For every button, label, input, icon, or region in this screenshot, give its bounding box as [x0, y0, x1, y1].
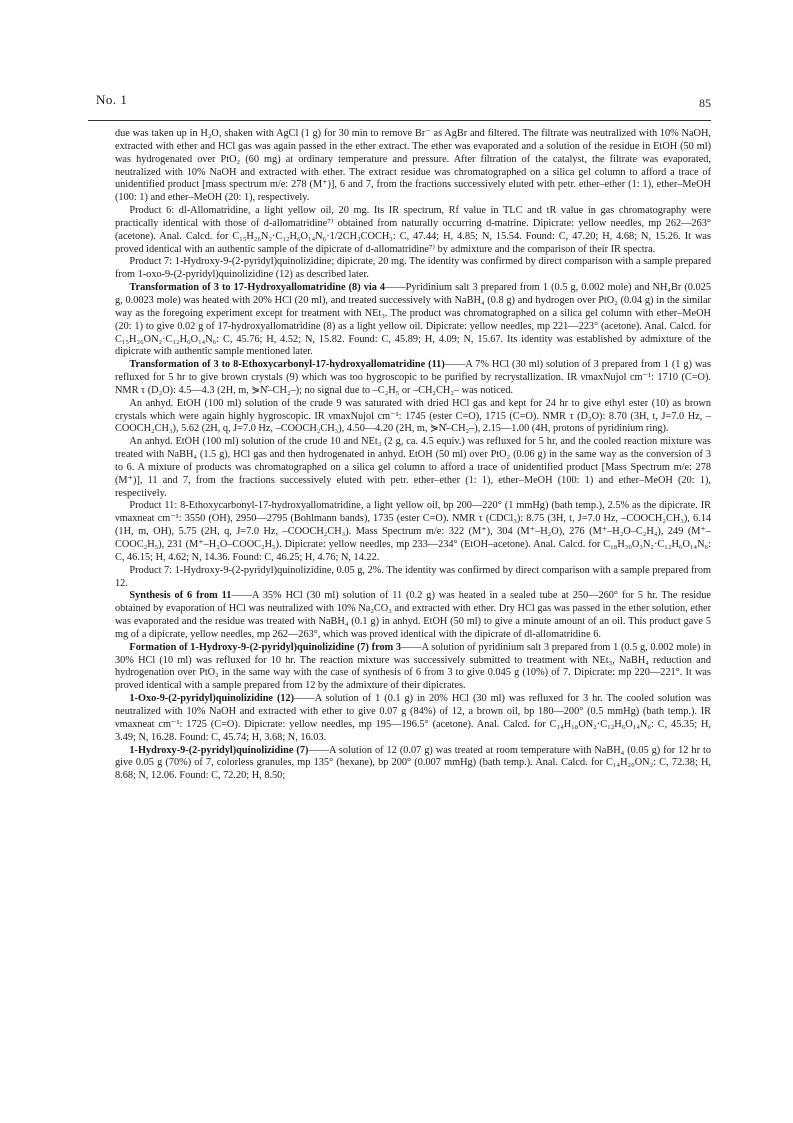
paragraph-text: ——A 35% HCl (30 ml) solution of 11 (0.2 g) was heated in a sealed tube at 250—260° for 5 hr. The residue obtained by evaporation of HCl was neutralized with 10% Na₂CO₃ and extracted with ether. Dry HCl gas was passed in the ether solution, ether was evaporated and the residue was treated with NaBH₄ (0.1 g) in anhyd. EtOH (50 ml) to give a minute amount of an oil. This product gave 5 mg of a dipicrate, yellow needles, mp 262—263°, which was proved identical with the dipicrate of dl-allomatridine 6.: [115, 590, 711, 640]
paragraph-text: Product 7: 1-Hydroxy-9-(2-pyridyl)quinolizidine, 0.05 g, 2%. The identity was confirmed by direct comparison with a sample prepared from 12.: [115, 564, 711, 589]
body-text: [115, 128, 711, 783]
page-number: 85: [699, 96, 711, 110]
paragraph-p03: [115, 256, 711, 282]
header-rule: [88, 120, 711, 121]
paragraph-text: An anhyd. EtOH (100 ml) solution of the crude 10 and NEt₃ (2 g, ca. 4.5 equiv.) was refluxed for 5 hr, and the cooled reaction mixture was treated with NaBH₄ (1.5 g), HCl gas and then hydrogenated in anhyd. EtOH (50 ml) over PtO₂ (0.06 g) in the same way as the conversion of 3 to 6. A mixture of products was chromatographed on a silica gel column to afford a trace of unidentified product [Mass Spectrum m/e: 278 (M⁺)], 11 and 7, from the fractions successively eluted with petr. ether–ether (1: 1), ether–MeOH (100: 1) and ether–MeOH (20: 1), respectively.: [115, 436, 711, 499]
section-heading: 1-Hydroxy-9-(2-pyridyl)quinolizidine (7): [129, 744, 309, 756]
paragraph-p10: [115, 590, 711, 641]
paragraph-text: ——A solution of 12 (0.07 g) was treated at room temperature with NaBH₄ (0.05 g) for 12 hr to give 0.05 g (70%) of 7, colorless granules, mp 135° (hexane), bp 200° (0.007 mmHg) (bath temp.). Anal. Calcd. for C₁₄H₂₀ON₂: C, 72.38; H, 8.68; N, 12.06. Found: C, 72.20; H, 8.50;: [115, 744, 711, 782]
paragraph-p08: [115, 500, 711, 564]
paragraph-text: ——Pyridinium salt 3 prepared from 1 (0.5 g, 0.002 mole) and NH₄Br (0.025 g, 0.0023 mole) was heated with 20% HCl (20 ml), and treated successively with NaBH₄ (0.8 g) and hydrogen over PtO₂ (0.04 g) in the similar way as the foregoing experiment except for treatment with NEt₃. The product was chromatographed on a silica gel column with ether–MeOH (20: 1) to give 0.02 g of 17-hydroxyallomatridine (8) as a light yellow oil. Dipicrate: yellow needles, mp 221—223° (acetone). Anal. Calcd. for C₁₅H₂₆ON₂·C₁₂H₆O₁₄N₆: C, 45.76; H, 4.52; N, 15.82. Found: C, 45.89; H, 4.09; N, 15.67. Its identity was established by admixture of the dipicrate with authentic sample mentioned later.: [115, 282, 711, 358]
paragraph-text: An anhyd. EtOH (100 ml) solution of the crude 9 was saturated with dried HCl gas and kept for 24 hr to give ethyl ester (10) as brown crystals which were again highly hygroscopic. IR νmaxNujol cm⁻¹: 1745 (ester C=O), 1715 (C=O). NMR τ (D₂O): 8.70 (3H, t, J=7.0 Hz, –COOCH₂CH₃), 5.62 (2H, q, J=7.0 Hz, –COOCH₂CH₃), 4.50—4.20 (2H, m, ⋟N̊–CH₂–), 2.15—1.00 (4H, protons of pyridinium ring).: [115, 397, 711, 435]
section-heading: 1-Oxo-9-(2-pyridyl)quinolizidine (12): [129, 693, 295, 705]
paragraph-p07: [115, 436, 711, 500]
paragraph-p06: [115, 398, 711, 437]
paragraph-p02: [115, 205, 711, 256]
section-heading: Transformation of 3 to 17-Hydroxyallomatridine (8) via 4: [129, 282, 386, 294]
issue-number: No. 1: [96, 92, 128, 107]
section-heading: Formation of 1-Hydroxy-9-(2-pyridyl)quinolizidine (7) from 3: [129, 641, 402, 653]
paragraph-p12: [115, 693, 711, 744]
paragraph-text: due was taken up in H₂O, shaken with AgCl (1 g) for 30 min to remove Br⁻ as AgBr and filtered. The filtrate was neutralized with 10% NaOH, extracted with ether and HCl gas was again passed in the ether extract. The ether was evaporated and a solution of the residue in EtOH (50 ml) was hydrogenated over PtO₂ (60 mg) at ordinary temperature and pressure. After filtration of the catalyst, the filtrate was evaporated, neutralized with 10% NaOH and extracted with ether. The extract residue was chromatographed on a silica gel column to afford a trace of unidentified product [mass spectrum m/e: 278 (M⁺)], 6 and 7, from the fractions successively eluted with petr. ether–ether (1: 1), ether–MeOH (100: 1) and ether–MeOH (20: 1), respectively.: [115, 128, 711, 204]
paragraph-text: Product 7: 1-Hydroxy-9-(2-pyridyl)quinolizidine; dipicrate, 20 mg. The identity was confirmed by direct comparison with a sample prepared from 1-oxo-9-(2-pyridyl)quinolizidine (12) as described later.: [115, 256, 711, 281]
paragraph-p01: [115, 128, 711, 205]
running-header: [96, 92, 711, 112]
section-heading: Synthesis of 6 from 11: [129, 590, 232, 602]
section-heading: Transformation of 3 to 8-Ethoxycarbonyl-17-hydroxyallomatridine (11): [129, 359, 445, 371]
paragraph-text: ——A 7% HCl (30 ml) solution of 3 prepared from 1 (1 g) was refluxed for 5 hr to give brown crystals (9) which was too hygroscopic to be purified by recrystallization. IR νmaxNujol cm⁻¹: 1710 (C=O). NMR τ (D₂O): 4.5—4.3 (2H, m, ⋟N̊–CH₂–); no signal due to –C₂H₅ or –CH₂CH₂– was noticed.: [115, 359, 711, 396]
paragraph-p13: [115, 745, 711, 784]
paragraph-text: ——A solution of 1 (0.1 g) in 20% HCl (30 ml) was refluxed for 3 hr. The cooled solution was neutralized with 10% NaOH and extracted with ether to give 0.07 g (84%) of 12, a brown oil, bp 180—200° (0.5 mmHg) (bath temp.). IR νmaxneat cm⁻¹: 1725 (C=O). Dipicrate: yellow needles, mp 195—196.5° (acetone). Anal. Calcd. for C₁₄H₁₈ON₂·C₁₂H₆O₁₄N₆: C, 45.35; H, 3.49; N, 16.28. Found: C, 45.74; H, 3.68; N, 16.03.: [115, 693, 711, 743]
paragraph-p11: [115, 642, 711, 693]
paragraph-p05: [115, 359, 711, 398]
paragraph-text: Product 6: dl-Allomatridine, a light yellow oil, 20 mg. Its IR spectrum, Rf value in TLC and tR value in gas chromatography were practically identical with those of d-allomatridine⁷⁾ obtained from naturally occurring d-matrine. Dipicrate: yellow needles, mp 262—263° (acetone). Anal. Calcd. for C₁₅H₂₆N₂·C₁₂H₆O₁₄N₆·1/2CH₃COCH₃: C, 47.44; H, 4.85; N, 15.54. Found: C, 47.20; H, 4.68; N, 15.26. It was proved identical with an authentic sample of the dipicrate of d-allomatridine⁷⁾ by admixture and the comparison of their IR spectra.: [115, 205, 711, 255]
paragraph-p09: [115, 565, 711, 591]
paragraph-p04: [115, 282, 711, 359]
paragraph-text: ——A solution of pyridinium salt 3 prepared from 1 (0.5 g, 0.002 mole) in 30% HCl (10 ml) was refluxed for 10 hr. The reaction mixture was successively submitted to treatment with NEt₃, NaBH₄ reduction and hydrogenation over PtO₂ in the same way with the case of synthesis of 6 from 3 to give 0.045 g (10%) of 7. Dipicrate: mp 220—221°. It was proved identical with a sample prepared from 12 by the admixture of their dipicrates.: [115, 641, 711, 692]
paragraph-text: Product 11: 8-Ethoxycarbonyl-17-hydroxyallomatridine, a light yellow oil, bp 200—220° (1 mmHg) (bath temp.), 2.5% as the dipicrate. IR νmaxneat cm⁻¹: 3550 (OH), 2950—2795 (Bohlmann bands), 1735 (ester C=O). NMR τ (CDCl₃): 8.75 (3H, t, J=7.0 Hz, –COOCH₂CH₃), 6.14 (1H, m, OH), 5.75 (2H, q, J=7.0 Hz, –COOCH₂CH₃). Mass Spectrum m/e: 322 (M⁺), 304 (M⁺–H₂O), 276 (M⁺–H₂O–C₂H₄), 249 (M⁺–COOC₂H₅), 231 (M⁺–H₂O–COOC₂H₅). Dipicrate: yellow needles, mp 233—234° (EtOH–acetone). Anal. Calcd. for C₁₈H₃₀O₃N₂·C₁₂H₆O₁₄N₆: C, 46.15; H, 4.62; N, 14.36. Found: C, 46.25; H, 4.76; N, 14.22.: [115, 500, 711, 563]
